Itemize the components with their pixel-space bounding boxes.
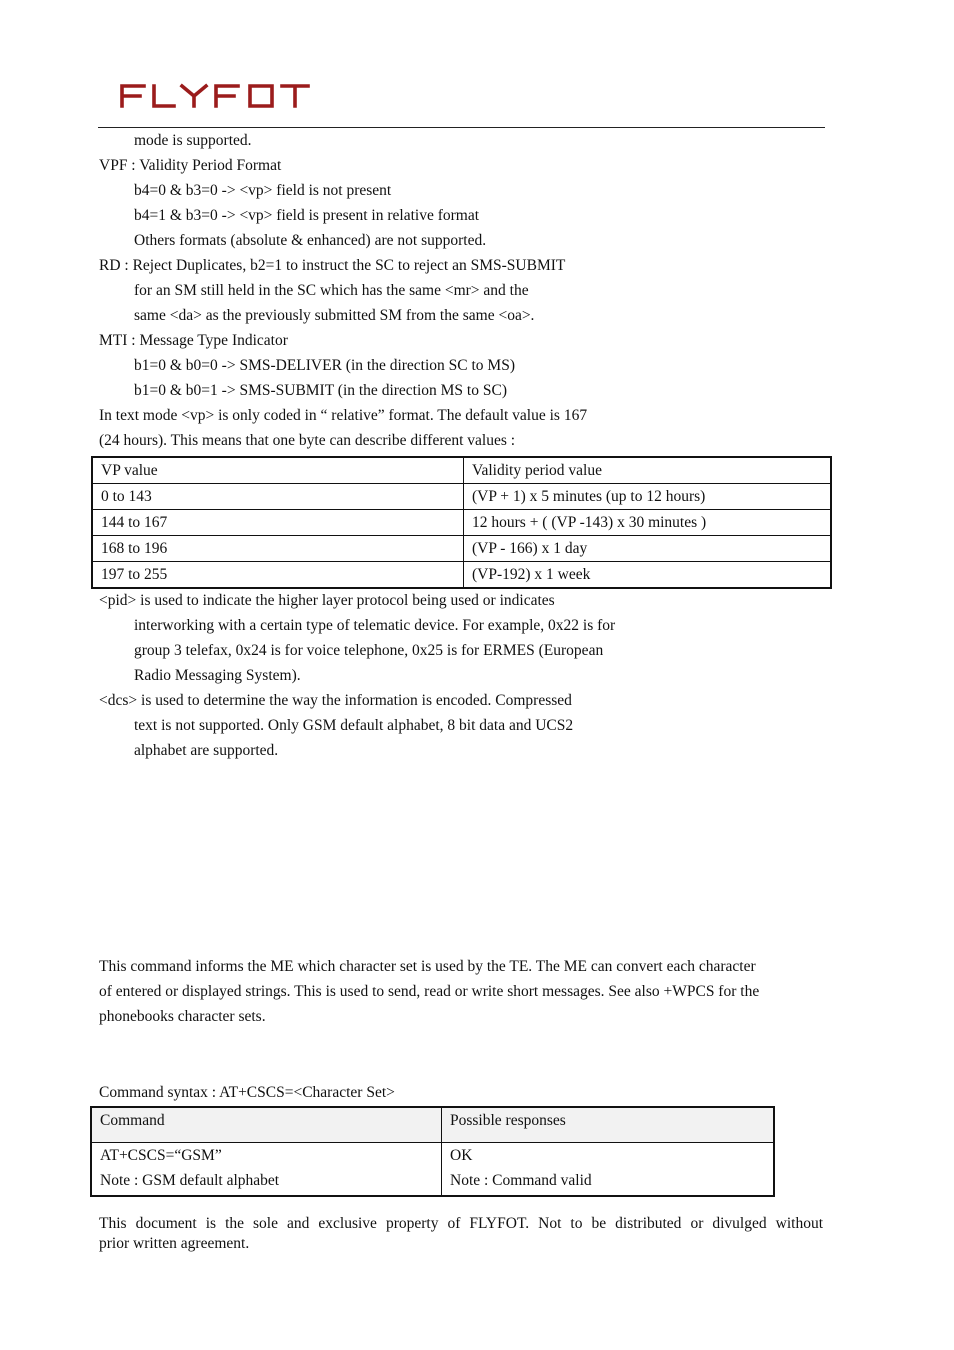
response-text: OK [450, 1147, 473, 1164]
command-syntax: Command syntax : AT+CSCS=<Character Set> [99, 1084, 395, 1101]
paragraph-line: of entered or displayed strings. This is used to send, read or write short messages. See also +WPCS for the [99, 983, 760, 1000]
table-header-row [92, 457, 831, 484]
flyfot-logo [116, 80, 316, 114]
response-cell [442, 1143, 775, 1197]
vp-table [91, 456, 832, 589]
table-header-cell: Validity period value [464, 457, 832, 484]
text-line: <pid> is used to indicate the higher layer protocol being used or indicates [99, 592, 555, 609]
command-table [90, 1106, 775, 1197]
text-line: group 3 telefax, 0x24 is for voice telephone, 0x25 is for ERMES (European [134, 642, 604, 659]
text-line: interworking with a certain type of telematic device. For example, 0x22 is for [134, 617, 616, 634]
text-line: b1=0 & b0=1 -> SMS-SUBMIT (in the direction MS to SC) [134, 382, 507, 399]
text-line: b1=0 & b0=0 -> SMS-DELIVER (in the direction SC to MS) [134, 357, 515, 374]
table-header-cell: Possible responses [442, 1107, 775, 1143]
text-line: alphabet are supported. [134, 742, 279, 759]
text-line: same <da> as the previously submitted SM from the same <oa>. [134, 307, 535, 324]
text-line: In text mode <vp> is only coded in “ relative” format. The default value is 167 [99, 407, 588, 424]
table-cell: (VP - 166) x 1 day [464, 536, 832, 562]
table-header-row [91, 1107, 774, 1143]
text-line: Radio Messaging System). [134, 667, 301, 684]
table-cell: 12 hours + ( (VP -143) x 30 minutes ) [464, 510, 832, 536]
paragraph-line: This command informs the ME which character set is used by the TE. The ME can convert each character [99, 958, 756, 975]
table-cell: 168 to 196 [92, 536, 464, 562]
text-line: MTI : Message Type Indicator [99, 332, 288, 349]
table-cell: 144 to 167 [92, 510, 464, 536]
table-cell: (VP + 1) x 5 minutes (up to 12 hours) [464, 484, 832, 510]
table-row [92, 510, 831, 536]
text-line: mode is supported. [134, 132, 252, 149]
text-line: b4=0 & b3=0 -> <vp> field is not present [134, 182, 392, 199]
text-line: RD : Reject Duplicates, b2=1 to instruct the SC to reject an SMS-SUBMIT [99, 257, 566, 274]
table-cell: 197 to 255 [92, 562, 464, 589]
text-line: VPF : Validity Period Format [99, 157, 282, 174]
text-line: Others formats (absolute & enhanced) are not supported. [134, 232, 487, 249]
command-note: Note : GSM default alphabet [100, 1172, 280, 1189]
table-header-cell: VP value [92, 457, 464, 484]
text-line: <dcs> is used to determine the way the information is encoded. Compressed [99, 692, 572, 709]
table-row [92, 536, 831, 562]
header-rule [98, 127, 825, 128]
text-line: for an SM still held in the SC which has the same <mr> and the [134, 282, 529, 299]
paragraph-line: phonebooks character sets. [99, 1008, 266, 1025]
footer-line: prior written agreement. [99, 1235, 250, 1252]
table-row [92, 562, 831, 589]
table-cell: (VP-192) x 1 week [464, 562, 832, 589]
table-row [92, 484, 831, 510]
command-cell [91, 1143, 442, 1197]
text-line: b4=1 & b3=0 -> <vp> field is present in relative format [134, 207, 480, 224]
flyfot-logo-graphic [116, 80, 316, 114]
text-line: text is not supported. Only GSM default alphabet, 8 bit data and UCS2 [134, 717, 574, 734]
command-text: AT+CSCS=“GSM” [100, 1147, 222, 1164]
table-cell: 0 to 143 [92, 484, 464, 510]
table-row [91, 1143, 774, 1197]
footer-line: This document is the sole and exclusive property of FLYFOT. Not to be distributed or divulged without [99, 1215, 823, 1232]
text-line: (24 hours). This means that one byte can describe different values : [99, 432, 516, 449]
response-note: Note : Command valid [450, 1172, 592, 1189]
table-header-cell: Command [91, 1107, 442, 1143]
